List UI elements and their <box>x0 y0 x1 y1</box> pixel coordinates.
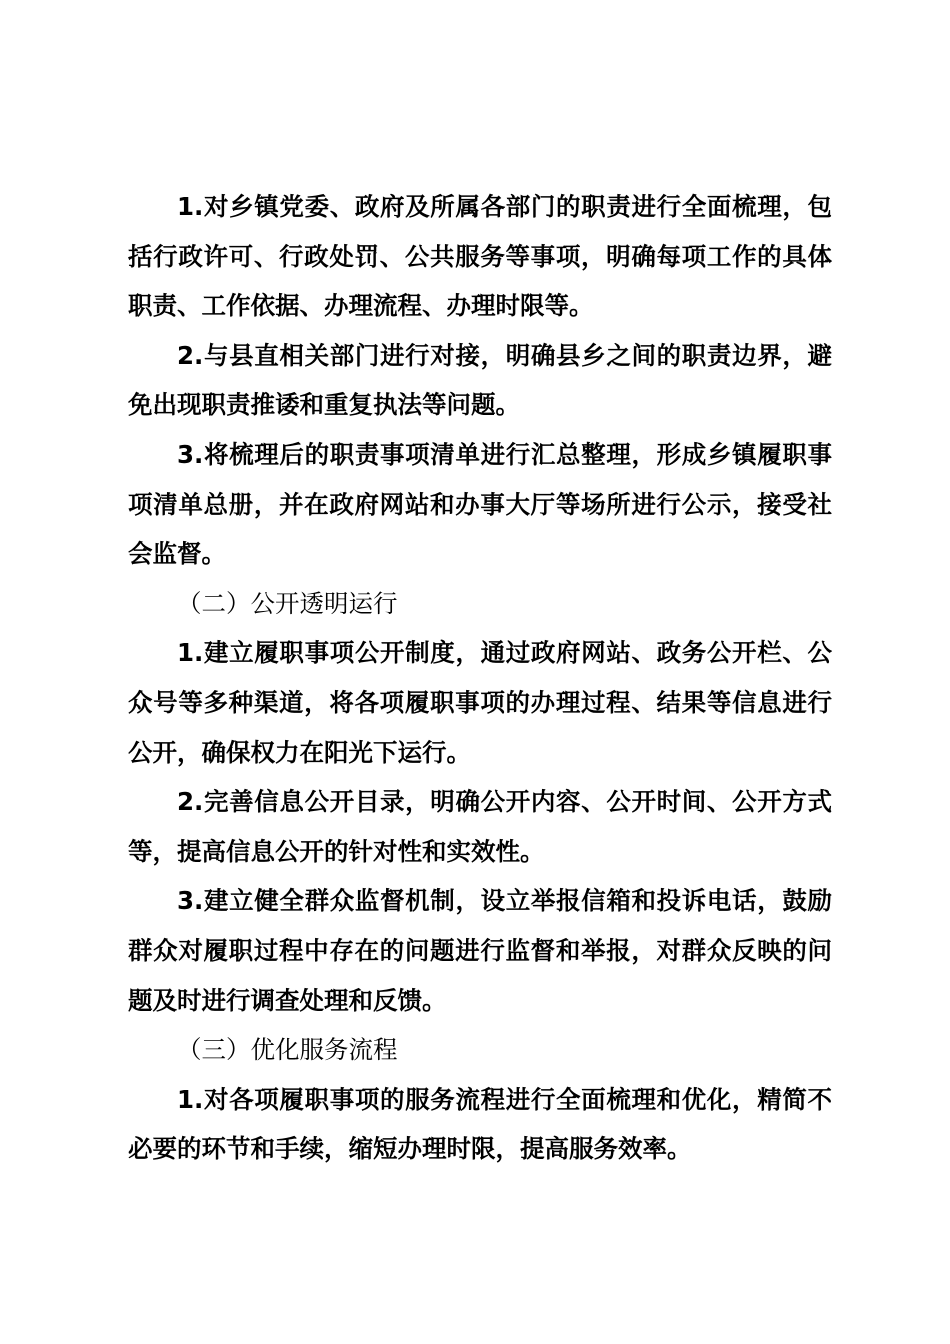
document-page <box>128 182 832 1174</box>
paragraph-1: 1.对乡镇党委、政府及所属各部门的职责进行全面梳理，包括行政许可、行政处罚、公共服务等事项，明确每项工作的具体职责、工作依据、办理流程、办理时限等。 <box>128 192 832 321</box>
section-heading-3: （三）优化服务流程 <box>177 1035 398 1065</box>
paragraph-2: 2.与县直相关部门进行对接，明确县乡之间的职责边界，避免出现职责推诿和重复执法等问题。 <box>128 340 832 420</box>
paragraph-3: 3.将梳理后的职责事项清单进行汇总整理，形成乡镇履职事项清单总册，并在政府网站和办事大厅等场所进行公示，接受社会监督。 <box>128 439 832 569</box>
paragraph-5: 2.完善信息公开目录，明确公开内容、公开时间、公开方式等，提高信息公开的针对性和实效性。 <box>128 787 832 866</box>
paragraph-6: 3.建立健全群众监督机制，设立举报信箱和投诉电话，鼓励群众对履职过程中存在的问题进行监督和举报，对群众反映的问题及时进行调查处理和反馈。 <box>128 886 832 1015</box>
paragraph-4: 1.建立履职事项公开制度，通过政府网站、政务公开栏、公众号等多种渠道，将各项履职事项的办理过程、结果等信息进行公开，确保权力在阳光下运行。 <box>128 638 832 767</box>
section-heading-2: （二）公开透明运行 <box>177 588 398 618</box>
paragraph-7: 1.对各项履职事项的服务流程进行全面梳理和优化，精简不必要的环节和手续，缩短办理时限，提高服务效率。 <box>128 1084 832 1164</box>
